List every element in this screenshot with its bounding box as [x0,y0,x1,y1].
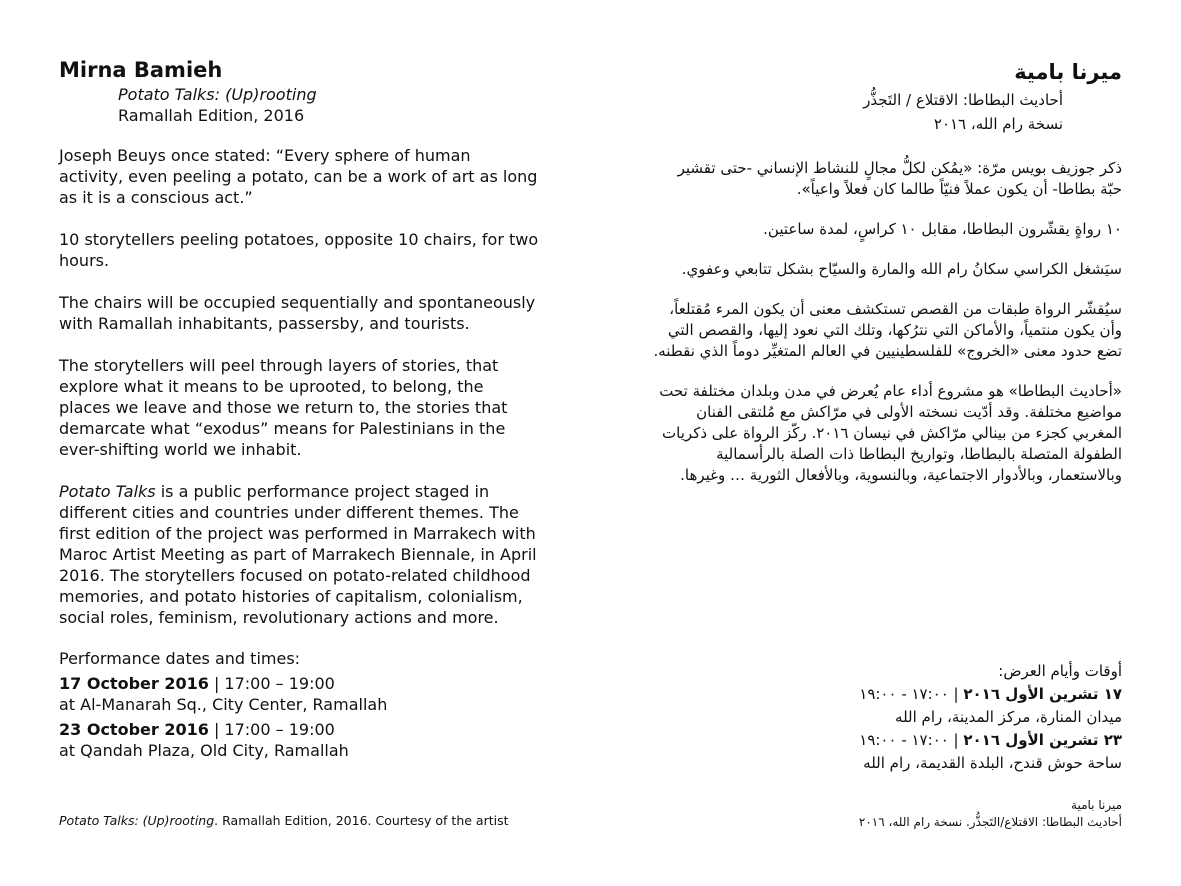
paragraph-5 [59,481,539,628]
artist-name-arabic: ميرنا بامية [1014,60,1122,84]
caption-title-arabic: أحاديث البطاطا: الاقتلاع/التَجذُّر. نسخة رام الله، ٢٠١٦ [858,815,1122,829]
performance-dates [59,648,539,761]
paragraph-4: The storytellers will peel through layers of stories, that explore what it means to be uprooted, to belong, the places we leave and those we return to, the stories that demarcate what “exodus” means for Palestinians in the ever-shifting world we inhabit. [59,356,508,459]
caption-title: Potato Talks: (Up)rooting [59,813,215,828]
caption-artist-arabic: ميرنا بامية [1071,798,1122,812]
paragraph-3: The chairs will be occupied sequentially and spontaneously with Ramallah inhabitants, passersby, and tourists. [59,293,536,333]
paragraph-3-arabic: سيَشغل الكراسي سكانُ رام الله والمارة والسيّاح بشكل تتابعي وعفوي. [681,260,1122,278]
edition-label-arabic: نسخة رام الله، ٢٠١٦ [933,115,1063,133]
work-title: Potato Talks: (Up)rooting [118,85,317,104]
time: | 17:00 – 19:00 [208,720,335,739]
project-name: Potato Talks [59,482,156,501]
date-entry [59,673,539,715]
paragraph-2-arabic: ١٠ رواةٍ يقشّرون البطاطا، مقابل ١٠ كراسٍ، لمدة ساعتين. [763,220,1122,238]
date: 23 October 2016 [59,720,209,739]
venue-arabic: ميدان المنارة، مركز المدينة، رام الله [895,708,1122,726]
paragraph-4-arabic: سيُقشّر الرواة طبقات من القصص تستكشف معنى أن يكون المرء مُقتلعاً، وأن يكون منتمياً، والأماكن التي نترُكها، وتلك التي نعود إليها، والقصص التي تضع حدود معنى «الخروج» للفلسطينيين في العالم المتغيِّر دوماً الذي نقطنه. [653,300,1122,360]
paragraph-1: Joseph Beuys once stated: “Every sphere of human activity, even peeling a potato, can be a work of art as long as it is a conscious act.” [59,146,538,207]
work-subtitle-arabic [652,88,1063,136]
date: ٢٣ تشرين الأول ٢٠١٦ [963,731,1122,749]
paragraph-2: 10 storytellers peeling potatoes, opposite 10 chairs, for two hours. [59,230,539,270]
dates-heading: Performance dates and times: [59,649,301,668]
edition-label: Ramallah Edition, 2016 [118,106,305,125]
venue-arabic: ساحة حوش قندح، البلدة القديمة، رام الله [863,754,1122,772]
date-entry-arabic [652,729,1122,752]
venue: at Al-Manarah Sq., City Center, Ramallah [59,695,388,714]
date: ١٧ تشرين الأول ٢٠١٦ [963,685,1122,703]
date-entry [59,719,539,761]
time: | ١٧:٠٠ - ١٩:٠٠ [859,685,964,703]
dates-heading-arabic: أوقات وأيام العرض: [998,662,1122,680]
venue: at Qandah Plaza, Old City, Ramallah [59,741,349,760]
paragraph-1-arabic: ذكر جوزيف بويس مرّة: «يمُكن لكلُّ مجالٍ للنشاط الإنساني -حتى تقشير حبّة بطاطا- أن يكون عملاً فنيّاً طالما كان فعلاً واعياً». [677,159,1122,198]
date: 17 October 2016 [59,674,209,693]
performance-dates-arabic [652,660,1122,775]
caption-text: . Ramallah Edition, 2016. Courtesy of the artist [214,813,509,828]
work-subtitle [118,84,539,126]
arabic-column [652,56,1122,486]
caption-english [59,813,509,829]
paragraph-5-text: is a public performance project staged in different cities and countries under different themes. The first edition of the project was performed in Marrakech with Maroc Artist Meeting as part of Marrakech Biennale, in April 2016. The storytellers focused on potato-related childhood memories, and potato histories of capitalism, colonialism, social roles, feminism, revolutionary actions and more. [59,482,537,627]
date-entry-arabic [652,683,1122,706]
work-title-arabic: أحاديث البطاطا: الاقتلاع / التَجذُّر [863,91,1063,109]
english-column [59,56,539,761]
time: | ١٧:٠٠ - ١٩:٠٠ [859,731,964,749]
time: | 17:00 – 19:00 [208,674,335,693]
artist-name: Mirna Bamieh [59,58,223,82]
caption-arabic [652,797,1122,831]
paragraph-5-arabic: «أحاديث البطاطا» هو مشروع أداء عام يُعرض في مدن وبلدان مختلفة تحت مواضيع مختلفة. وقد أدّيت نسخته الأولى في مرّاكش مع مُلتقى الفنان المغربي كجزء من بينالي مرّاكش في نيسان ٢٠١٦. ركّز الرواة على ذكريات الطفولة المتصلة بالبطاطا، وتواريخ البطاطا ذات الصلة بالرأسمالية وبالاستعمار، وبالأدوار الاجتماعية، وبالنسوية، وبالأفعال الثورية … وغيرها. [659,382,1122,484]
